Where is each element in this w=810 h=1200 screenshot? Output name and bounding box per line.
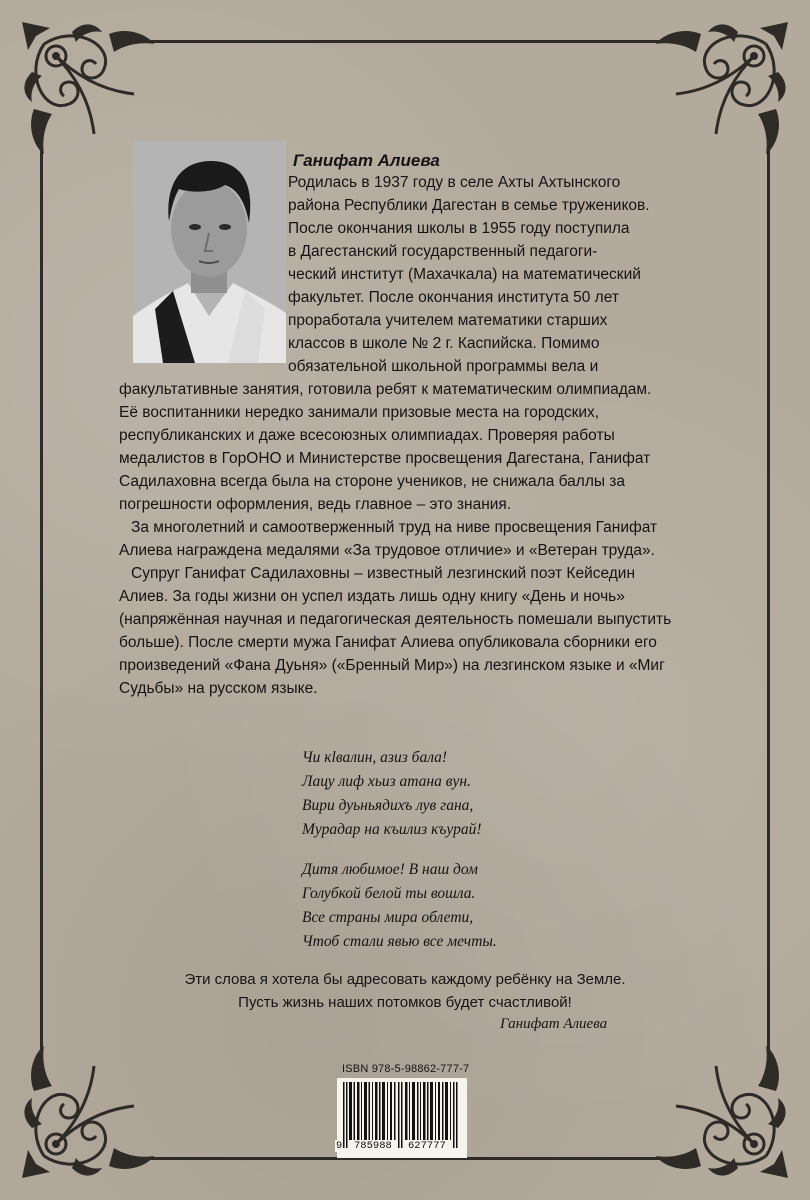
barcode-digits-right: 627777: [408, 1140, 446, 1152]
bio-line: (напряжённая научная и педагогическая деятельность помешали выпустить: [119, 611, 672, 628]
border-right-line: [767, 150, 770, 1050]
author-portrait-photo: [133, 141, 286, 363]
poem-russian-line: Чтоб стали явью все мечты.: [302, 933, 497, 950]
poem-lezgin-line: Вири дуьньядихъ лув гана,: [302, 797, 474, 814]
bio-title: Ганифат Алиева: [293, 151, 440, 170]
bio-line: ческий институт (Махачкала) на математический: [288, 266, 641, 283]
bio-line: Алиева награждена медалями «За трудовое отличие» и «Ветеран труда».: [119, 542, 655, 559]
barcode-digit-lead: 9: [336, 1140, 343, 1152]
corner-ornament-bottom-right-icon: [646, 1036, 796, 1186]
poem-russian-line: Дитя любимое! В наш дом: [302, 861, 478, 878]
bio-line: За многолетний и самоотверженный труд на ниве просвещения Ганифат: [131, 519, 658, 536]
corner-ornament-bottom-left-icon: [14, 1036, 164, 1186]
bio-line: Алиев. За годы жизни он успел издать лишь одну книгу «День и ночь»: [119, 588, 625, 605]
poem-lezgin-line: Лацу лиф хьиз атана вун.: [302, 773, 471, 790]
bio-line: Судьбы» на русском языке.: [119, 680, 318, 697]
closing-line: Пусть жизнь наших потомков будет счастливой!: [238, 994, 572, 1011]
bio-line: проработала учителем математики старших: [288, 312, 608, 329]
bio-line: обязательной школьной программы вела и: [288, 358, 599, 375]
signature: Ганифат Алиева: [500, 1016, 608, 1032]
bio-line: в Дагестанский государственный педагоги-: [288, 243, 598, 260]
isbn-label: ISBN 978-5-98862-777-7: [342, 1063, 470, 1075]
poem-lezgin-line: Мурадар на къилиз къурай!: [302, 821, 482, 838]
bio-line: медалистов в ГорОНО и Министерстве просвещения Дагестана, Ганифат: [119, 450, 651, 467]
bio-line: факультет. После окончания института 50 лет: [288, 289, 619, 306]
bio-line: классов в школе № 2 г. Каспийска. Помимо: [288, 335, 600, 352]
bio-line: произведений «Фана Дуьня» («Бренный Мир») на лезгинском языке и «Миг: [119, 657, 665, 674]
poem-russian-line: Голубкой белой ты вошла.: [302, 885, 476, 902]
bio-line: Садилаховна всегда была на стороне учеников, не снижала баллы за: [119, 473, 626, 490]
bio-line: Её воспитанники нередко занимали призовые места на городских,: [119, 404, 600, 421]
barcode-digits-left: 785988: [354, 1140, 392, 1152]
border-left-line: [40, 150, 43, 1050]
bio-line: республиканских и даже всесоюзных олимпиадах. Проверяя работы: [119, 427, 615, 444]
bio-line: района Республики Дагестан в семье тружеников.: [288, 197, 650, 214]
bio-line: После окончания школы в 1955 году поступила: [288, 220, 630, 237]
poem-lezgin-line: Чи кӏвалин, азиз бала!: [302, 749, 448, 766]
bio-line: больше). После смерти мужа Ганифат Алиева опубликовала сборники его: [119, 634, 657, 651]
poem-russian-line: Все страны мира облети,: [302, 909, 474, 926]
border-top-line: [150, 40, 660, 43]
bio-line: погрешности оформления, ведь главное – это знания.: [119, 496, 512, 513]
bio-line: Супруг Ганифат Садилаховны – известный лезгинский поэт Кейседин: [131, 565, 636, 582]
closing-line: Эти слова я хотела бы адресовать каждому ребёнку на Земле.: [184, 971, 626, 988]
bio-line: факультативные занятия, готовила ребят к математическим олимпиадам.: [119, 381, 652, 398]
corner-ornament-top-right-icon: [646, 14, 796, 164]
barcode-digits: [337, 1138, 467, 1156]
bio-line: Родилась в 1937 году в селе Ахты Ахтынского: [288, 174, 621, 191]
